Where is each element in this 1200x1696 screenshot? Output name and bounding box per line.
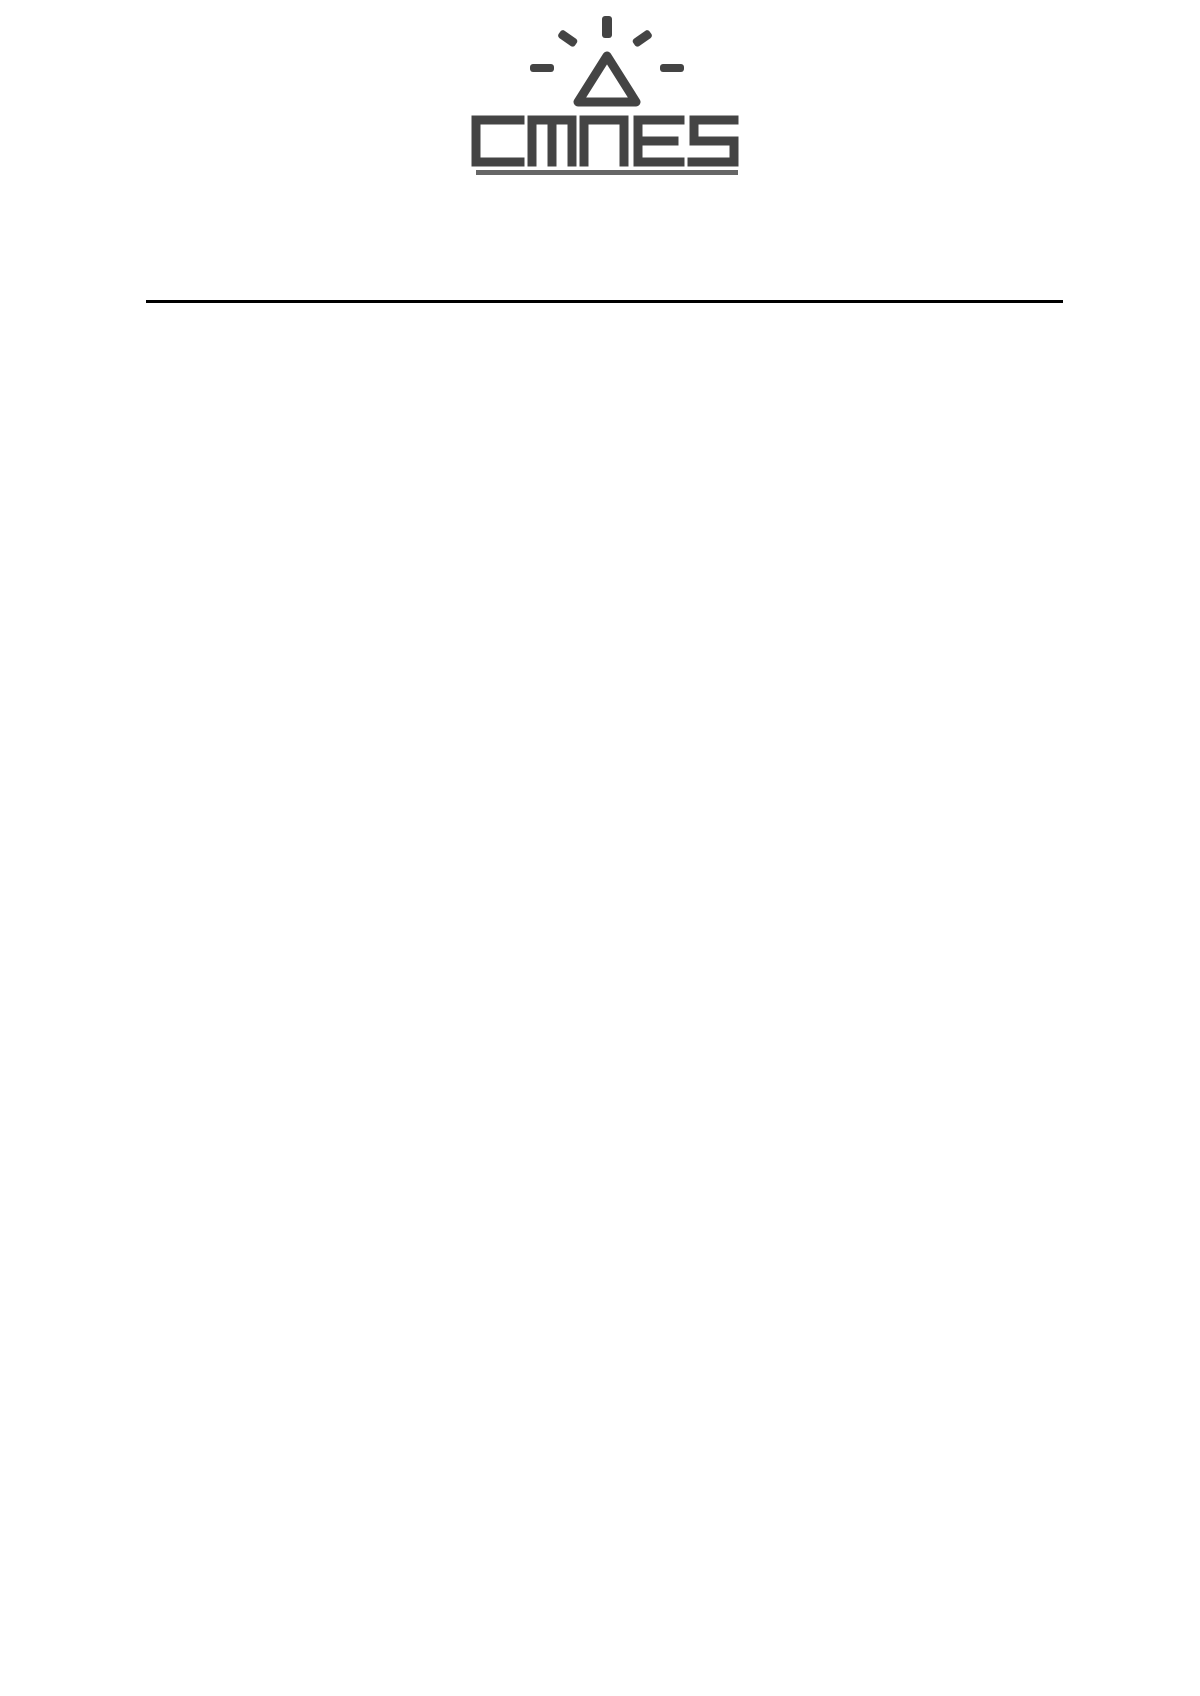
logo-ray [632,29,654,48]
logo-letter-s [692,120,734,162]
logo-letter-e [638,120,680,162]
school-logo [462,12,752,180]
logo-ray [660,64,684,72]
logo-underline [476,170,738,175]
logo-letter-m [532,120,572,162]
logo-triangle [578,56,636,102]
logo-ray [530,64,554,72]
logo-ray [602,16,612,38]
logo-letter-m2 [584,120,624,162]
header-divider [146,300,1063,303]
logo-ray [557,29,579,48]
logo-letter-c [476,120,520,162]
